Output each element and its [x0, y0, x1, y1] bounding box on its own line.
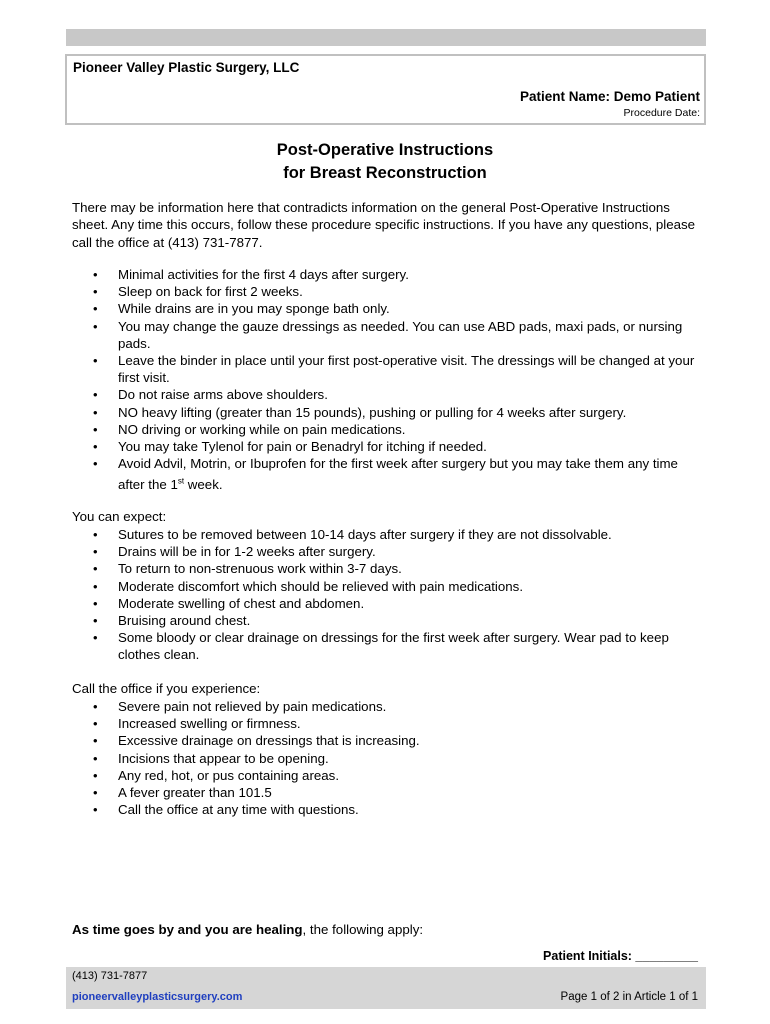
list-item-text: A fever greater than 101.5	[118, 785, 272, 801]
bullet-icon: •	[93, 387, 98, 403]
bullet-icon: •	[93, 613, 98, 629]
healing-rest: , the following apply:	[302, 922, 424, 937]
list-item-text: Sleep on back for first 2 weeks.	[118, 284, 303, 300]
healing-line	[72, 922, 423, 937]
document-title-line-2: for Breast Reconstruction	[283, 164, 487, 182]
list-item-text: Bruising around chest.	[118, 613, 251, 629]
list-item	[72, 386, 702, 403]
list-item-text: NO driving or working while on pain medications.	[118, 421, 406, 437]
call-list	[72, 698, 702, 818]
list-item-text: To return to non-strenuous work within 3-7 days.	[118, 561, 402, 577]
list-item-text: You may take Tylenol for pain or Benadryl for itching if needed.	[118, 439, 487, 455]
bullet-icon: •	[93, 716, 98, 732]
list-item	[72, 404, 702, 421]
top-gray-bar	[66, 29, 706, 46]
bullet-icon: •	[93, 318, 98, 334]
list-item	[72, 801, 702, 818]
list-item-text: Leave the binder in place until your first post-operative visit. The dressings will be changed at your first visit.	[118, 353, 695, 386]
bullet-icon: •	[93, 456, 98, 472]
footer-phone: (413) 731-7877	[72, 970, 148, 982]
list-item-text: Call the office at any time with questions.	[118, 802, 359, 818]
list-item-text: Severe pain not relieved by pain medications.	[118, 699, 387, 714]
list-item-text: While drains are in you may sponge bath only.	[118, 301, 390, 317]
bullet-icon: •	[93, 802, 98, 818]
bullet-icon: •	[93, 439, 98, 455]
list-item	[72, 318, 702, 352]
footer-website-link[interactable]: pioneervalleyplasticsurgery.com	[72, 991, 243, 1003]
list-item-text: Increased swelling or firmness.	[118, 716, 301, 732]
list-item-text: You may change the gauze dressings as needed. You can use ABD pads, maxi pads, or nursing pads.	[118, 318, 683, 351]
expect-label: You can expect:	[72, 509, 167, 524]
list-item-text: Moderate discomfort which should be relieved with pain medications.	[118, 578, 524, 594]
footer	[66, 967, 706, 1009]
procedure-date: Procedure Date:	[623, 107, 700, 119]
list-item	[72, 421, 702, 438]
bullet-icon: •	[93, 595, 98, 611]
list-item	[72, 352, 702, 386]
list-item-text: Excessive drainage on dressings that is increasing.	[118, 733, 420, 749]
list-item-text: Incisions that appear to be opening.	[118, 750, 329, 766]
call-label: Call the office if you experience:	[72, 681, 261, 696]
list-item	[72, 715, 702, 732]
list-item-text: Drains will be in for 1-2 weeks after surgery.	[118, 544, 376, 560]
bullet-icon: •	[93, 750, 98, 766]
bullet-icon: •	[93, 284, 98, 300]
bullet-icon: •	[93, 421, 98, 437]
list-item	[72, 526, 702, 543]
list-item	[72, 543, 702, 560]
patient-initials: Patient Initials: _________	[543, 949, 698, 963]
bullet-icon: •	[93, 267, 98, 282]
list-item-text-part: week.	[184, 476, 223, 492]
list-item	[72, 612, 702, 629]
bullet-icon: •	[93, 404, 98, 420]
list-item	[72, 767, 702, 784]
bullet-icon: •	[93, 544, 98, 560]
bullet-icon: •	[93, 353, 98, 369]
footer-page-number: Page 1 of 2 in Article 1 of 1	[560, 991, 698, 1003]
list-item	[72, 578, 702, 595]
intro-paragraph: There may be information here that contradicts information on the general Post-Operative Instructions sheet. Any time this occurs, follow these procedure specific instructions. If you have any questions, please call the office at (413) 731-7877.	[72, 200, 696, 250]
patient-name: Patient Name: Demo Patient	[519, 89, 700, 104]
list-item	[72, 698, 702, 715]
list-item-text: Do not raise arms above shoulders.	[118, 387, 328, 403]
bullet-icon: •	[93, 733, 98, 749]
healing-bold: As time goes by and you are healing	[72, 922, 303, 937]
bullet-icon: •	[93, 699, 98, 714]
bullet-icon: •	[93, 527, 98, 542]
list-item-text: Some bloody or clear drainage on dressings for the first week after surgery. Wear pad to keep clothes clean.	[118, 630, 669, 663]
list-item-text	[118, 456, 678, 492]
list-item	[72, 300, 702, 317]
document-title-line-1: Post-Operative Instructions	[276, 141, 494, 159]
practice-name: Pioneer Valley Plastic Surgery, LLC	[73, 60, 300, 75]
bullet-icon: •	[93, 630, 98, 646]
bullet-icon: •	[93, 301, 98, 317]
list-item-text: Any red, hot, or pus containing areas.	[118, 767, 340, 783]
list-item	[72, 438, 702, 455]
list-item-text: Minimal activities for the first 4 days after surgery.	[118, 267, 409, 282]
ordinal-suffix: st	[177, 476, 185, 486]
list-item	[72, 266, 702, 283]
bullet-icon: •	[93, 561, 98, 577]
list-item	[72, 560, 702, 577]
bullet-icon: •	[93, 767, 98, 783]
list-item-text-part: Avoid Advil, Motrin, or Ibuprofen for the first week after surgery but you may take them any time after the 1	[118, 456, 678, 492]
header-box	[65, 54, 706, 125]
list-item	[72, 595, 702, 612]
list-item	[72, 732, 702, 749]
list-item	[72, 283, 702, 300]
list-item	[72, 784, 702, 801]
list-item	[72, 455, 702, 493]
list-item-text: NO heavy lifting (greater than 15 pounds), pushing or pulling for 4 weeks after surgery.	[118, 404, 627, 420]
list-item	[72, 629, 702, 663]
list-item-text: Moderate swelling of chest and abdomen.	[118, 595, 365, 611]
instructions-list	[72, 266, 702, 493]
expect-list	[72, 526, 702, 664]
bullet-icon: •	[93, 578, 98, 594]
list-item-text: Sutures to be removed between 10-14 days after surgery if they are not dissolvable.	[118, 527, 612, 542]
bullet-icon: •	[93, 785, 98, 801]
list-item	[72, 750, 702, 767]
